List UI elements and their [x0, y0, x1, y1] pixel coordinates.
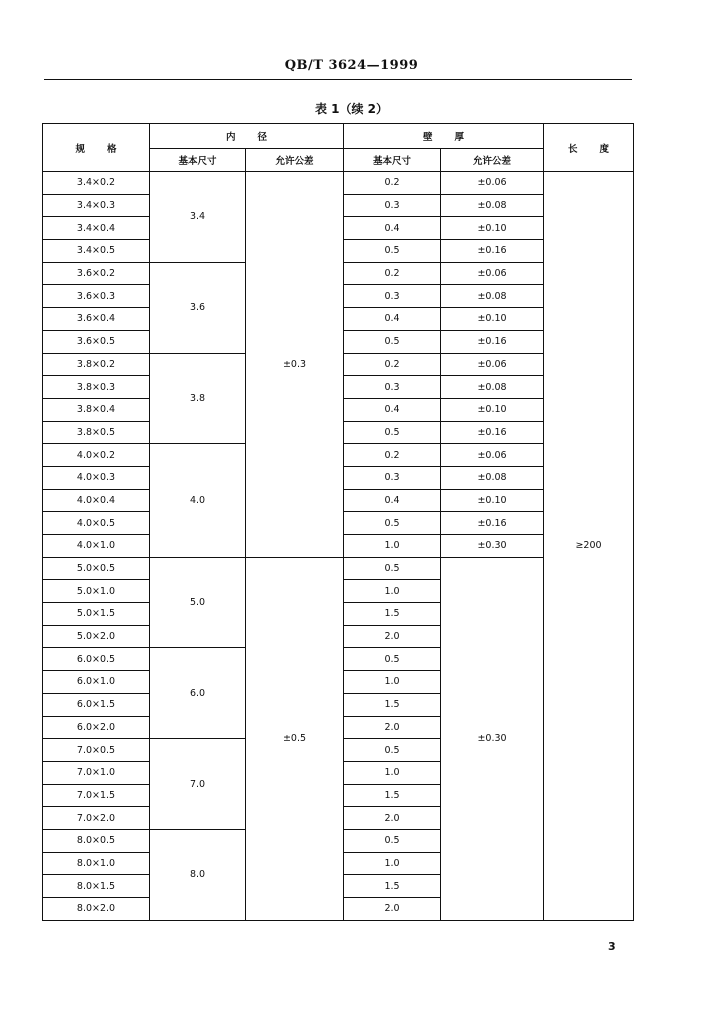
spec-cell: 4.0×1.0	[43, 535, 150, 558]
wall-basic-size-cell: 0.4	[344, 217, 441, 240]
spec-cell: 8.0×1.0	[43, 852, 150, 875]
spec-cell: 6.0×1.0	[43, 671, 150, 694]
spec-cell: 6.0×0.5	[43, 648, 150, 671]
standard-header: QB/T 3624—1999	[284, 58, 419, 73]
inner-basic-size-cell: 3.8	[150, 353, 246, 444]
spec-cell: 3.8×0.3	[43, 376, 150, 399]
spec-cell: 5.0×2.0	[43, 625, 150, 648]
spec-cell: 3.6×0.5	[43, 330, 150, 353]
wall-basic-size-cell: 0.2	[344, 262, 441, 285]
spec-cell: 3.4×0.3	[43, 194, 150, 217]
wall-basic-size-cell: 1.5	[344, 875, 441, 898]
col-header-wall-thickness: 壁厚	[344, 124, 544, 149]
wall-basic-size-cell: 1.0	[344, 761, 441, 784]
wall-basic-size-cell: 1.0	[344, 580, 441, 603]
wall-basic-size-cell: 0.5	[344, 330, 441, 353]
wall-basic-size-cell: 0.2	[344, 172, 441, 195]
spec-cell: 5.0×1.5	[43, 603, 150, 626]
inner-basic-size-cell: 6.0	[150, 648, 246, 739]
inner-basic-size-cell: 4.0	[150, 444, 246, 557]
spec-cell: 4.0×0.4	[43, 489, 150, 512]
spec-cell: 7.0×0.5	[43, 739, 150, 762]
spec-cell: 3.4×0.4	[43, 217, 150, 240]
spec-cell: 3.8×0.5	[43, 421, 150, 444]
spec-cell: 8.0×2.0	[43, 898, 150, 921]
wall-basic-size-cell: 0.4	[344, 308, 441, 331]
spec-cell: 3.8×0.2	[43, 353, 150, 376]
wall-tolerance-cell: ±0.08	[441, 376, 544, 399]
wall-basic-size-cell: 0.3	[344, 466, 441, 489]
spec-cell: 7.0×1.0	[43, 761, 150, 784]
spec-cell: 3.6×0.4	[43, 308, 150, 331]
spec-cell: 4.0×0.2	[43, 444, 150, 467]
spec-cell: 4.0×0.3	[43, 466, 150, 489]
wall-tolerance-cell: ±0.10	[441, 398, 544, 421]
wall-tolerance-cell: ±0.30	[441, 557, 544, 920]
wall-basic-size-cell: 1.0	[344, 535, 441, 558]
col-header-spec: 规格	[43, 124, 150, 172]
wall-basic-size-cell: 0.3	[344, 194, 441, 217]
header-rule	[44, 79, 632, 80]
table-row	[43, 172, 634, 195]
col-header-tolerance-wall: 允许公差	[441, 149, 544, 172]
spec-cell: 3.4×0.2	[43, 172, 150, 195]
wall-tolerance-cell: ±0.10	[441, 217, 544, 240]
inner-tolerance-cell: ±0.5	[246, 557, 344, 920]
spec-cell: 3.4×0.5	[43, 240, 150, 263]
col-header-basic-size-wall: 基本尺寸	[344, 149, 441, 172]
wall-tolerance-cell: ±0.06	[441, 172, 544, 195]
wall-tolerance-cell: ±0.08	[441, 285, 544, 308]
wall-tolerance-cell: ±0.06	[441, 444, 544, 467]
table-body	[43, 172, 634, 921]
wall-tolerance-cell: ±0.30	[441, 535, 544, 558]
col-header-tolerance: 允许公差	[246, 149, 344, 172]
wall-basic-size-cell: 0.4	[344, 489, 441, 512]
wall-basic-size-cell: 2.0	[344, 807, 441, 830]
spec-cell: 7.0×2.0	[43, 807, 150, 830]
inner-basic-size-cell: 7.0	[150, 739, 246, 830]
wall-tolerance-cell: ±0.08	[441, 466, 544, 489]
spec-cell: 8.0×1.5	[43, 875, 150, 898]
wall-basic-size-cell: 0.2	[344, 353, 441, 376]
spec-cell: 3.8×0.4	[43, 398, 150, 421]
wall-tolerance-cell: ±0.16	[441, 240, 544, 263]
spec-table	[42, 123, 634, 921]
inner-basic-size-cell: 3.4	[150, 172, 246, 263]
inner-tolerance-cell: ±0.3	[246, 172, 344, 558]
wall-tolerance-cell: ±0.16	[441, 512, 544, 535]
wall-basic-size-cell: 0.5	[344, 557, 441, 580]
wall-basic-size-cell: 0.5	[344, 648, 441, 671]
wall-basic-size-cell: 0.5	[344, 240, 441, 263]
wall-basic-size-cell: 2.0	[344, 625, 441, 648]
wall-basic-size-cell: 0.3	[344, 285, 441, 308]
spec-cell: 7.0×1.5	[43, 784, 150, 807]
col-header-length: 长度	[544, 124, 634, 172]
wall-basic-size-cell: 0.5	[344, 512, 441, 535]
wall-basic-size-cell: 2.0	[344, 898, 441, 921]
wall-tolerance-cell: ±0.10	[441, 308, 544, 331]
wall-basic-size-cell: 1.5	[344, 603, 441, 626]
spec-cell: 4.0×0.5	[43, 512, 150, 535]
wall-basic-size-cell: 1.0	[344, 852, 441, 875]
wall-basic-size-cell: 1.5	[344, 693, 441, 716]
col-header-inner-diameter: 内径	[150, 124, 344, 149]
wall-basic-size-cell: 1.0	[344, 671, 441, 694]
wall-basic-size-cell: 1.5	[344, 784, 441, 807]
spec-cell: 6.0×1.5	[43, 693, 150, 716]
length-cell: ≥200	[544, 172, 634, 921]
wall-basic-size-cell: 2.0	[344, 716, 441, 739]
spec-cell: 5.0×0.5	[43, 557, 150, 580]
wall-basic-size-cell: 0.2	[344, 444, 441, 467]
col-header-basic-size: 基本尺寸	[150, 149, 246, 172]
inner-basic-size-cell: 3.6	[150, 262, 246, 353]
wall-basic-size-cell: 0.5	[344, 421, 441, 444]
wall-basic-size-cell: 0.5	[344, 829, 441, 852]
spec-cell: 3.6×0.3	[43, 285, 150, 308]
wall-basic-size-cell: 0.5	[344, 739, 441, 762]
spec-cell: 8.0×0.5	[43, 829, 150, 852]
spec-cell: 3.6×0.2	[43, 262, 150, 285]
inner-basic-size-cell: 5.0	[150, 557, 246, 648]
wall-basic-size-cell: 0.4	[344, 398, 441, 421]
page-number: 3	[608, 940, 616, 953]
wall-basic-size-cell: 0.3	[344, 376, 441, 399]
wall-tolerance-cell: ±0.16	[441, 330, 544, 353]
inner-basic-size-cell: 8.0	[150, 829, 246, 920]
spec-cell: 6.0×2.0	[43, 716, 150, 739]
wall-tolerance-cell: ±0.06	[441, 353, 544, 376]
wall-tolerance-cell: ±0.10	[441, 489, 544, 512]
wall-tolerance-cell: ±0.08	[441, 194, 544, 217]
table-title: 表 1（续 2）	[314, 102, 389, 116]
wall-tolerance-cell: ±0.06	[441, 262, 544, 285]
spec-cell: 5.0×1.0	[43, 580, 150, 603]
wall-tolerance-cell: ±0.16	[441, 421, 544, 444]
